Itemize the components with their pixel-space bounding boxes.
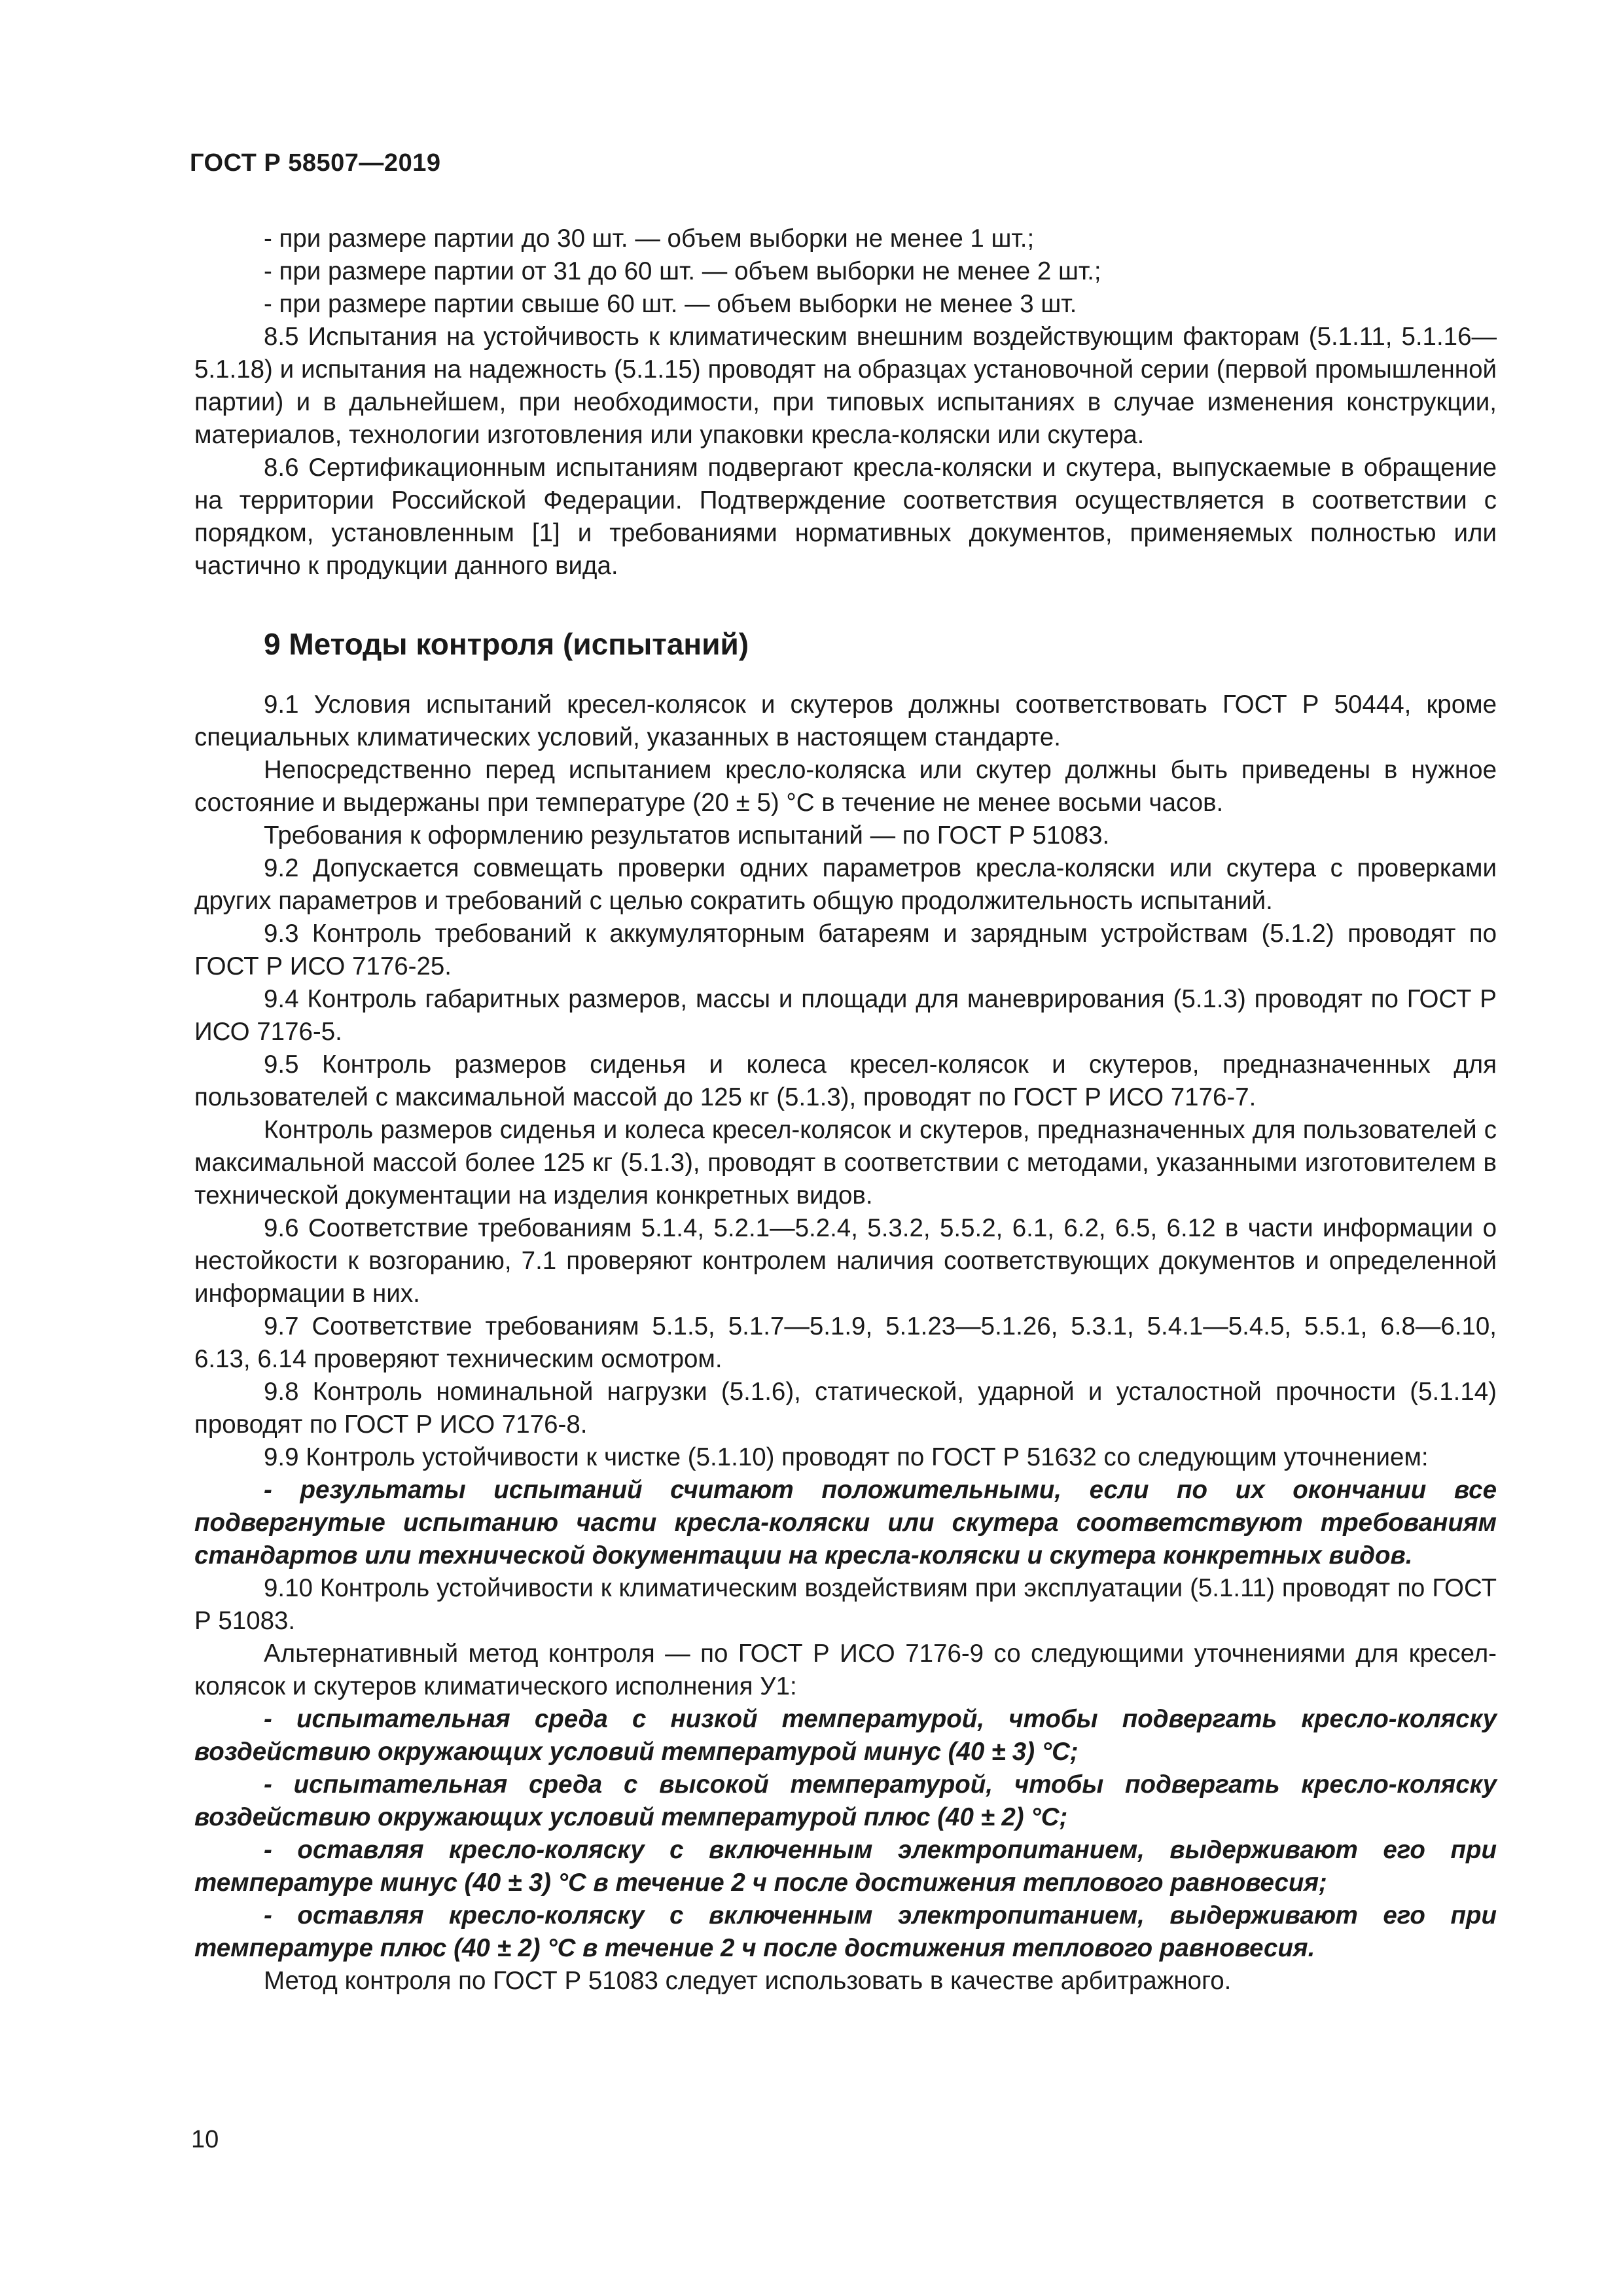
document-body — [194, 223, 1497, 1998]
paragraph: 9.6 Соответствие требованиям 5.1.4, 5.2.1—5.2.4, 5.3.2, 5.5.2, 6.1, 6.2, 6.5, 6.12 в части информации о нестойкости к возгоранию, 7.1 проверяют контролем наличия соответствующих документов и определенной информации в них. — [194, 1214, 1497, 1308]
paragraph: - при размере партии до 30 шт. — объем выборки не менее 1 шт.; — [264, 224, 1035, 253]
paragraph: 9.7 Соответствие требованиям 5.1.5, 5.1.7—5.1.9, 5.1.23—5.1.26, 5.3.1, 5.4.1—5.4.5, 5.5.1, 6.8—6.10, 6.13, 6.14 проверяют техническим осмотром. — [194, 1312, 1497, 1373]
paragraph: 9.2 Допускается совмещать проверки одних параметров кресла-коляски или скутера с проверками других параметров и требований с целью сократить общую продолжительность испытаний. — [194, 854, 1497, 915]
paragraph: 9.1 Условия испытаний кресел-колясок и скутеров должны соответствовать ГОСТ Р 50444, кроме специальных климатических условий, указанных в настоящем стандарте. — [194, 691, 1497, 751]
paragraph: 9.5 Контроль размеров сиденья и колеса кресел-колясок и скутеров, предназначенных для пользователей с максимальной массой до 125 кг (5.1.3), проводят по ГОСТ Р ИСО 7176-7. — [194, 1050, 1497, 1111]
paragraph: - при размере партии от 31 до 60 шт. — объем выборки не менее 2 шт.; — [264, 257, 1101, 285]
paragraph: 9.3 Контроль требований к аккумуляторным батареям и зарядным устройствам (5.1.2) проводят по ГОСТ Р ИСО 7176-25. — [194, 920, 1497, 980]
section-heading: 9 Методы контроля (испытаний) — [264, 627, 749, 661]
paragraph: 9.10 Контроль устойчивости к климатическим воздействиям при эксплуатации (5.1.11) проводят по ГОСТ Р 51083. — [194, 1574, 1497, 1635]
paragraph: - оставляя кресло-коляску с включенным электропитанием, выдерживают его при температуре плюс (40 ± 2) °С в течение 2 ч после достижения теплового равновесия. — [194, 1901, 1497, 1962]
paragraph: 8.5 Испытания на устойчивость к климатическим внешним воздействующим факторам (5.1.11, 5.1.16—5.1.18) и испытания на надежность (5.1.15) проводят на образцах установочной серии (первой промышленной партии) и в дальнейшем, при необходимости, при типовых испытаниях в случае изменения конструкции, материалов, технологии изготовления или упаковки кресла-коляски или скутера. — [194, 323, 1497, 449]
paragraph: 9.8 Контроль номинальной нагрузки (5.1.6), статической, ударной и усталостной прочности (5.1.14) проводят по ГОСТ Р ИСО 7176-8. — [194, 1378, 1497, 1439]
paragraph: Альтернативный метод контроля — по ГОСТ Р ИСО 7176-9 со следующими уточнениями для кресел-колясок и скутеров климатического исполнения У1: — [194, 1640, 1497, 1700]
page-number: 10 — [191, 2126, 219, 2153]
paragraph: Метод контроля по ГОСТ Р 51083 следует использовать в качестве арбитражного. — [264, 1967, 1232, 1995]
paragraph: 8.6 Сертификационным испытаниям подвергают кресла-коляски и скутера, выпускаемые в обращение на территории Российской Федерации. Подтверждение соответствия осуществляется в соответствии с порядком, установленным [1] и требованиями нормативных документов, применяемых полностью или частично к продукции данного вида. — [194, 454, 1497, 580]
paragraph: Непосредственно перед испытанием кресло-коляска или скутер должны быть приведены в нужное состояние и выдержаны при температуре (20 ± 5) °С в течение не менее восьми часов. — [194, 756, 1497, 817]
paragraph: - испытательная среда с низкой температурой, чтобы подвергать кресло-коляску воздействию окружающих условий температурой минус (40 ± 3) °С; — [194, 1705, 1497, 1766]
paragraph: Требования к оформлению результатов испытаний — по ГОСТ Р 51083. — [264, 821, 1110, 850]
paragraph: - испытательная среда с высокой температурой, чтобы подвергать кресло-коляску воздействию окружающих условий температурой плюс (40 ± 2) °С; — [194, 1770, 1497, 1831]
paragraph: - результаты испытаний считают положительными, если по их окончании все подвергнутые испытанию части кресла-коляски или скутера соответствуют требованиям стандартов или технической документации на кресла-коляски и скутера конкретных видов. — [194, 1476, 1497, 1570]
paragraph: 9.9 Контроль устойчивости к чистке (5.1.10) проводят по ГОСТ Р 51632 со следующим уточнением: — [264, 1443, 1429, 1471]
document-header: ГОСТ Р 58507—2019 — [190, 149, 441, 177]
paragraph: 9.4 Контроль габаритных размеров, массы и площади для маневрирования (5.1.3) проводят по ГОСТ Р ИСО 7176-5. — [194, 985, 1497, 1046]
paragraph: - оставляя кресло-коляску с включенным электропитанием, выдерживают его при температуре минус (40 ± 3) °С в течение 2 ч после достижения теплового равновесия; — [194, 1836, 1497, 1897]
paragraph: - при размере партии свыше 60 шт. — объем выборки не менее 3 шт. — [264, 290, 1077, 318]
paragraph: Контроль размеров сиденья и колеса кресел-колясок и скутеров, предназначенных для пользователей с максимальной массой более 125 кг (5.1.3), проводят в соответствии с методами, указанными изготовителем в технической документации на изделия конкретных видов. — [194, 1116, 1497, 1210]
